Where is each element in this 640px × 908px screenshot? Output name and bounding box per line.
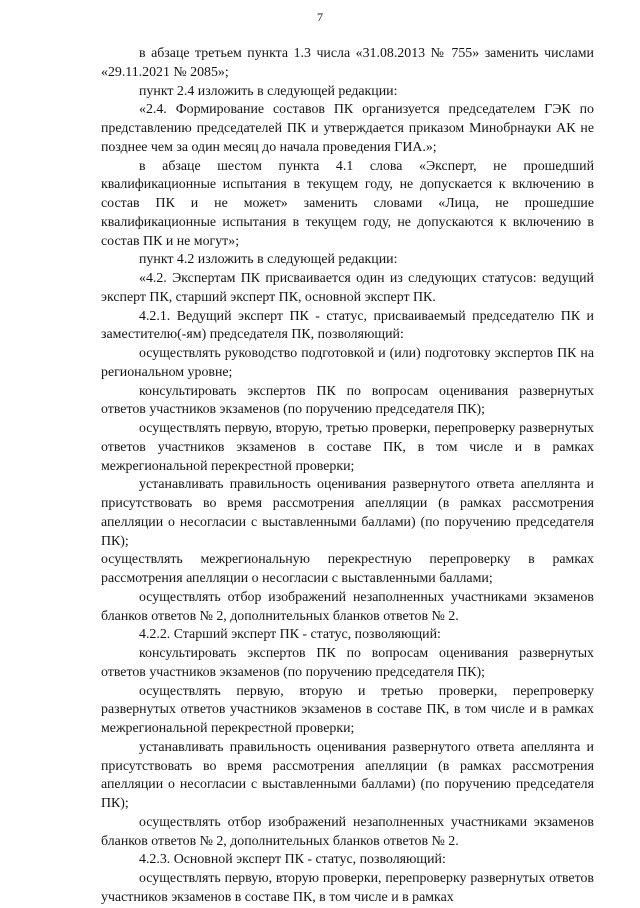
list-item: осуществлять первую, вторую и третью проверки, перепроверку развернутых ответов участников экзаменов в составе ПК, в том числе и в рамках межрегиональной перекрестной проверки; xyxy=(101,683,594,736)
page-number: 7 xyxy=(317,10,323,24)
paragraph: пункт 2.4 изложить в следующей редакции: xyxy=(139,83,398,99)
list-item: осуществлять руководство подготовкой и (или) подготовку экспертов ПК на региональном уровне; xyxy=(101,346,594,380)
paragraph: в абзаце третьем пункта 1.3 числа «31.08.2013 № 755» заменить числами «29.11.2021 № 2085»; xyxy=(101,46,594,80)
section-heading: 4.2.1. Ведущий эксперт ПК - статус, присваиваемый председателю ПК и заместителю(-ям) председателя ПК, позволяющий: xyxy=(101,308,594,343)
list-item: консультировать экспертов ПК по вопросам оценивания развернутых ответов участников экзаменов (по поручению председателя ПК); xyxy=(101,383,594,418)
list-item: осуществлять первую, вторую, третью проверки, перепроверку развернутых ответов участников экзаменов в составе ПК, в том числе и в рамках межрегиональной перекрестной проверки; xyxy=(101,421,594,474)
list-item: устанавливать правильность оценивания развернутого ответа апеллянта и присутствовать во время рассмотрения апелляции (в рамках рассмотрения апелляции о несогласии с выставленными баллами) (по поручению председателя ПК); xyxy=(101,477,594,549)
paragraph: в абзаце шестом пункта 4.1 слова «Эксперт, не прошедший квалификационные испытания в текущем году, не допускается к включению в состав ПК и не может» заменить словами «Лица, не прошедшие квалификационные испытания в текущем году, не допускаются к включению в состав ПК и не могут»; xyxy=(101,158,594,249)
paragraph: пункт 4.2 изложить в следующей редакции: xyxy=(139,252,398,268)
list-item: осуществлять межрегиональную перекрестную перепроверку в рамках рассмотрения апелляции о несогласии с выставленными баллами; xyxy=(101,552,594,586)
list-item: устанавливать правильность оценивания развернутого ответа апеллянта и присутствовать во время рассмотрения апелляции (в рамках рассмотрения апелляции о несогласии с выставленными баллами) (по поручению председателя ПК); xyxy=(101,739,594,811)
list-item: консультировать экспертов ПК по вопросам оценивания развернутых ответов участников экзаменов (по поручению председателя ПК); xyxy=(101,646,594,680)
list-item: осуществлять отбор изображений незаполненных участниками экзаменов бланков ответов № 2, дополнительных бланков ответов № 2. xyxy=(101,814,594,849)
document-body xyxy=(101,45,594,908)
paragraph: «4.2. Экспертам ПК присваивается один из следующих статусов: ведущий эксперт ПК, старший эксперт ПК, основной эксперт ПК. xyxy=(101,271,594,305)
paragraph: «2.4. Формирование составов ПК организуется председателем ГЭК по представлению председателей ПК и утверждается приказом Минобрнауки АК не позднее чем за один месяц до начала проведения ГИА.»; xyxy=(101,102,594,155)
section-heading: 4.2.3. Основной эксперт ПК - статус, позволяющий: xyxy=(139,852,446,868)
list-item: осуществлять отбор изображений незаполненных участниками экзаменов бланков ответов № 2, дополнительных бланков ответов № 2. xyxy=(101,589,594,624)
section-heading: 4.2.2. Старший эксперт ПК - статус, позволяющий: xyxy=(139,627,441,643)
list-item: осуществлять первую, вторую проверки, перепроверку развернутых ответов участников экзаменов в составе ПК, в том числе и в рамках xyxy=(101,871,594,905)
